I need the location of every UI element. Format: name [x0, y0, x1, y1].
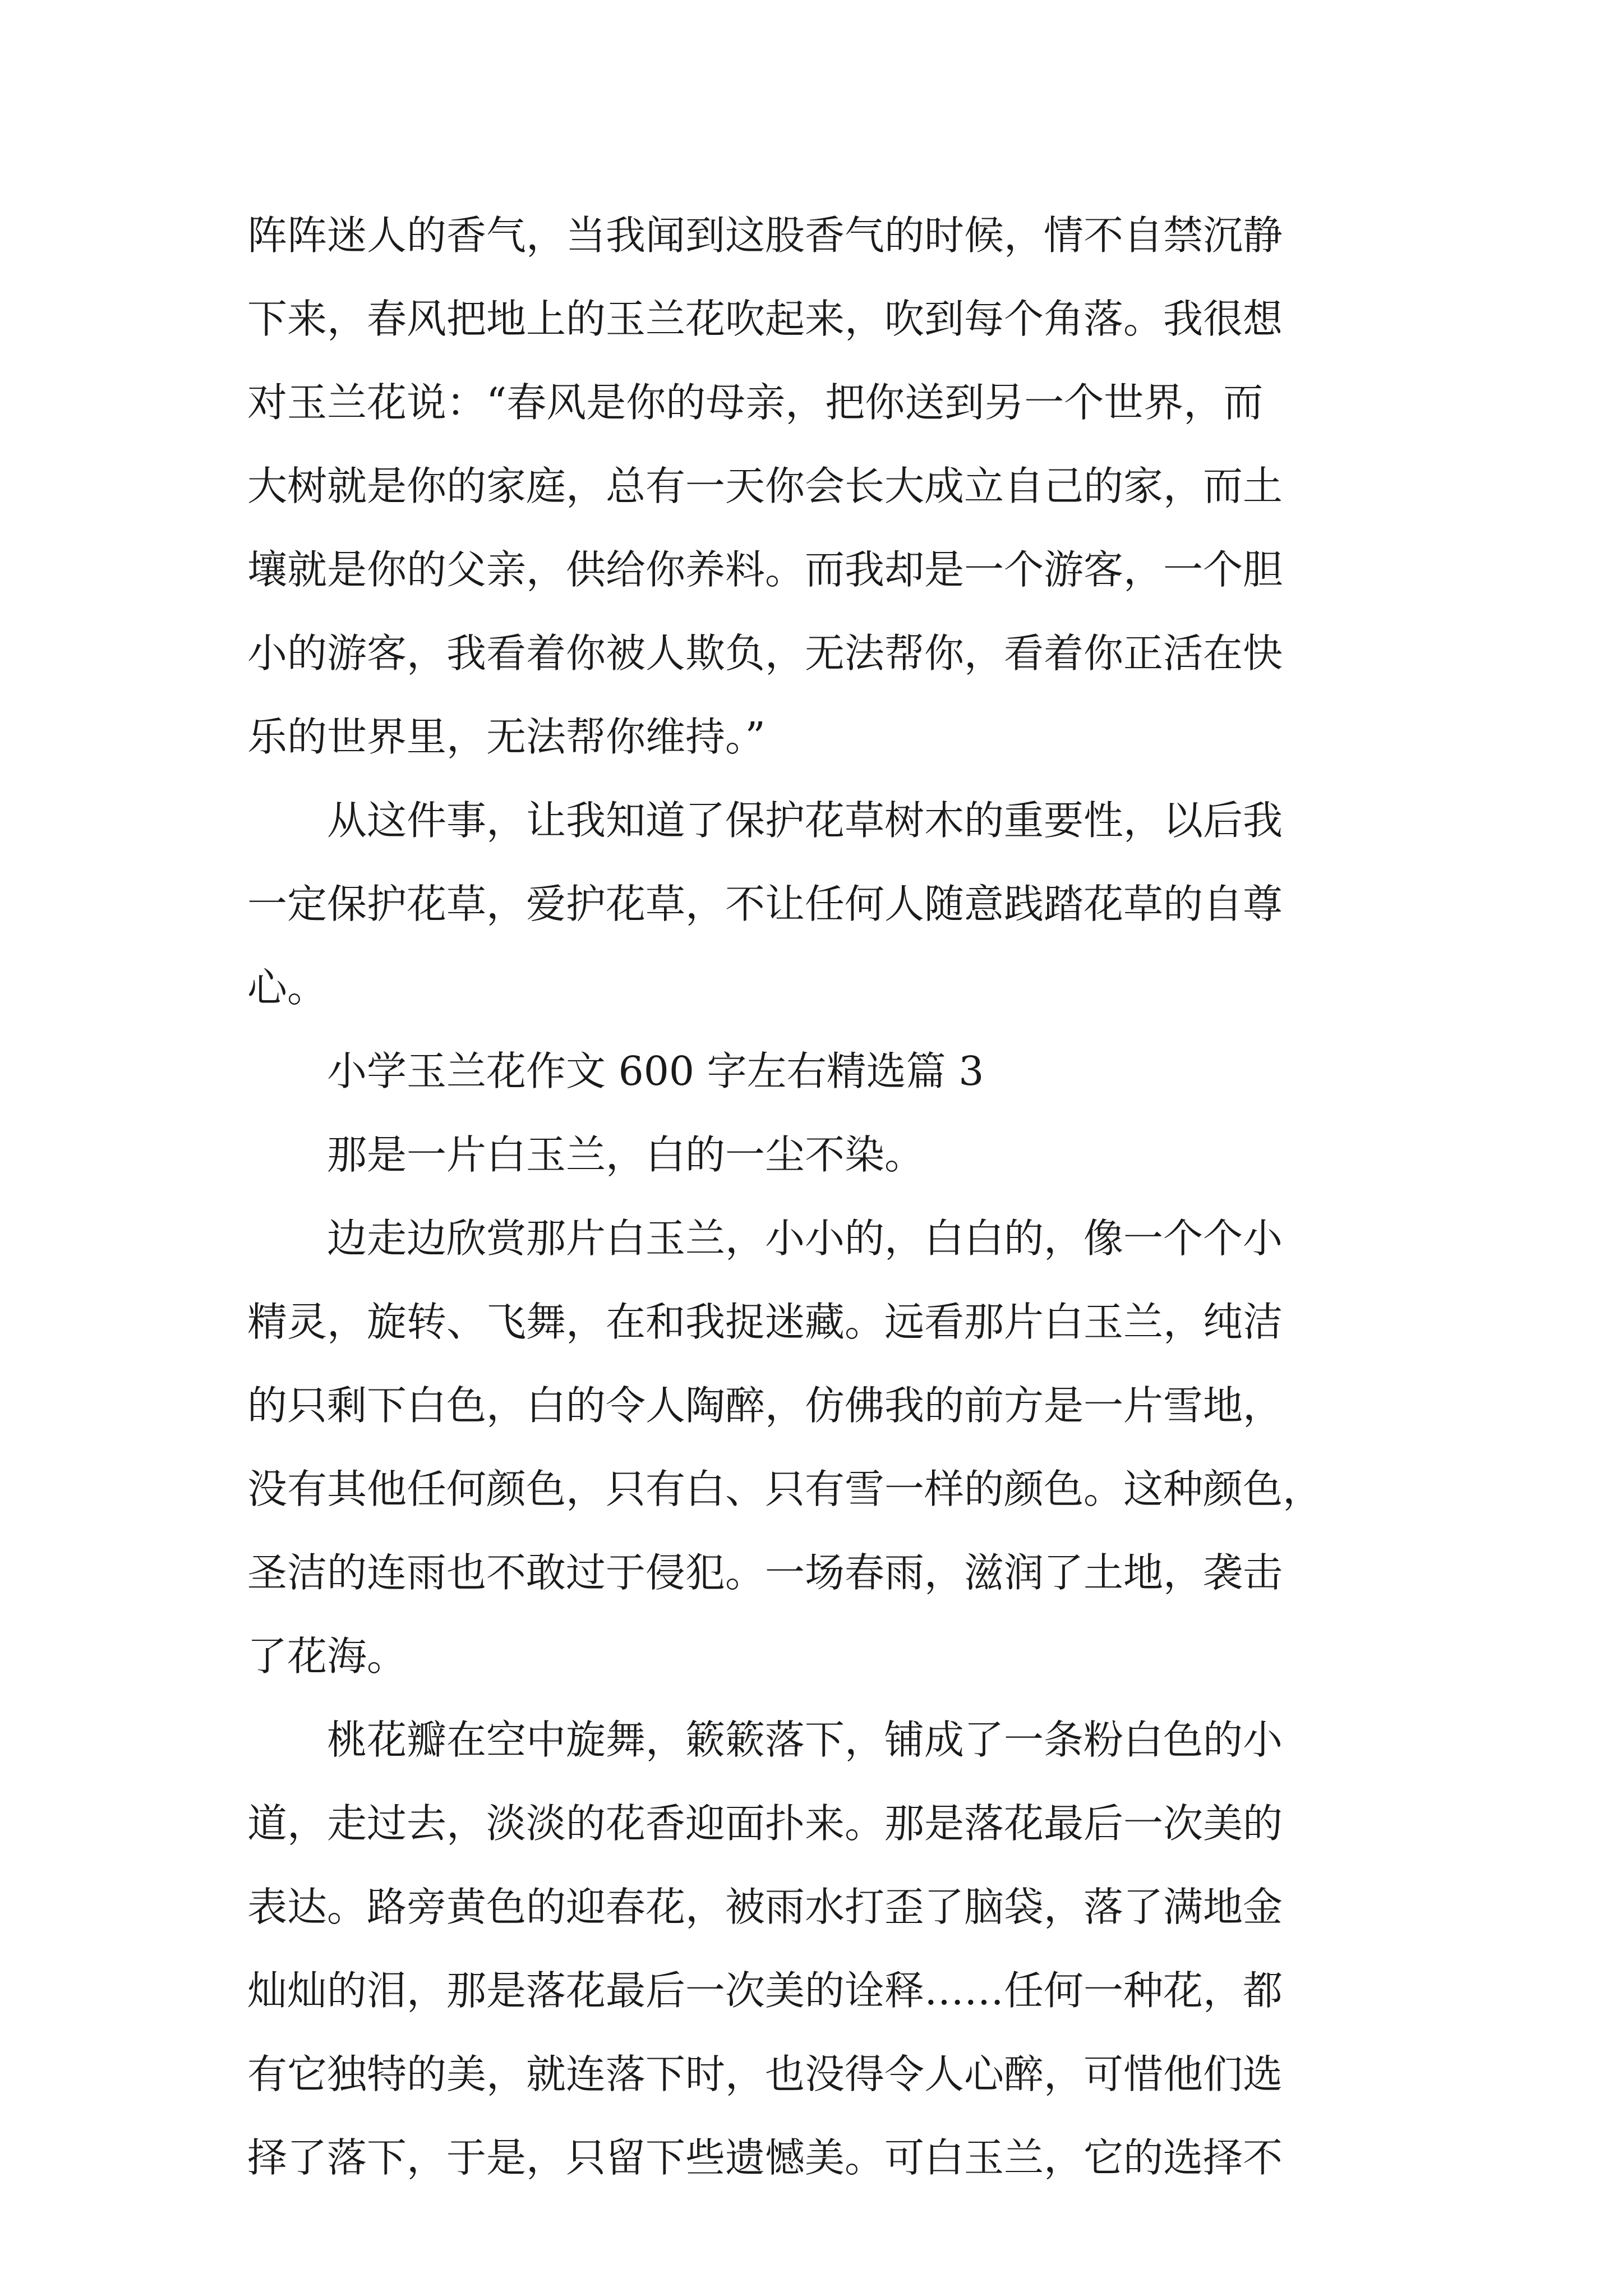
text-line: 桃花瓣在空中旋舞，簌簌落下，铺成了一条粉白色的小: [247, 1717, 1283, 1763]
text-line: 心。: [247, 964, 328, 1011]
text-line: 灿灿的泪，那是落花最后一次美的诠释……任何一种花，都: [247, 1967, 1283, 2014]
section-heading: 小学玉兰花作文 600 字左右精选篇 3: [247, 1048, 984, 1094]
text-line: 下来，春风把地上的玉兰花吹起来，吹到每个角落。我很想: [247, 296, 1283, 342]
text-line: 一定保护花草，爱护花草，不让任何人随意践踏花草的自尊: [247, 881, 1283, 927]
text-line: 大树就是你的家庭，总有一天你会长大成立自己的家，而土: [247, 463, 1283, 509]
text-line: 精灵，旋转、飞舞，在和我捉迷藏。远看那片白玉兰，纯洁: [247, 1299, 1283, 1345]
text-line: 表达。路旁黄色的迎春花，被雨水打歪了脑袋，落了满地金: [247, 1884, 1283, 1930]
text-line: 从这件事，让我知道了保护花草树木的重要性，以后我: [247, 797, 1283, 844]
text-line: 道，走过去，淡淡的花香迎面扑来。那是落花最后一次美的: [247, 1800, 1283, 1847]
text-line: 壤就是你的父亲，供给你养料。而我却是一个游客，一个胆: [247, 546, 1283, 593]
text-line: 有它独特的美，就连落下时，也没得令人心醉，可惜他们选: [247, 2051, 1283, 2097]
text-line: 那是一片白玉兰，白的一尘不染。: [247, 1131, 925, 1178]
text-line: 阵阵迷人的香气，当我闻到这股香气的时候，情不自禁沉静: [247, 212, 1283, 259]
text-line: 择了落下，于是，只留下些遗憾美。可白玉兰，它的选择不: [247, 2134, 1283, 2181]
text-line: 乐的世界里，无法帮你维持。”: [247, 714, 766, 760]
text-line: 小的游客，我看着你被人欺负，无法帮你，看着你正活在快: [247, 630, 1283, 677]
text-line: 没有其他任何颜色，只有白、只有雪一样的颜色。这种颜色，: [247, 1466, 1323, 1512]
text-line: 对玉兰花说：“春风是你的母亲，把你送到另一个世界，而: [247, 379, 1264, 426]
text-line: 圣洁的连雨也不敢过于侵犯。一场春雨，滋润了土地，袭击: [247, 1549, 1283, 1596]
text-line: 了花海。: [247, 1633, 407, 1680]
text-line: 边走边欣赏那片白玉兰，小小的，白白的，像一个个小: [247, 1215, 1283, 1262]
text-line: 的只剩下白色，白的令人陶醉，仿佛我的前方是一片雪地，: [247, 1382, 1283, 1429]
